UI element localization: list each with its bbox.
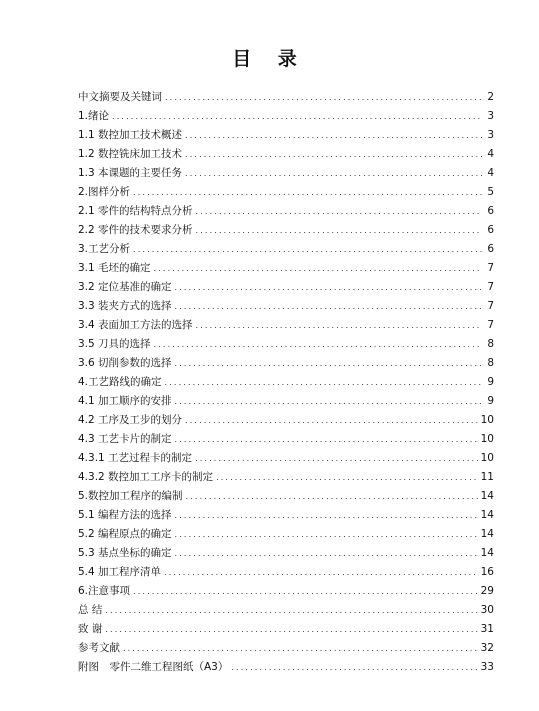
toc-entry[interactable] [78,107,494,126]
toc-entry-label: 3.6 切削参数的选择 [78,357,172,369]
toc-entry[interactable] [78,449,494,468]
toc-entry-label: 附图 零件二维工程图纸（A3） [78,661,229,673]
toc-entry[interactable] [78,145,494,164]
toc-entry-page-number: 30 [480,604,494,616]
toc-leader-dots [175,297,482,316]
toc-entry[interactable] [78,259,494,278]
toc-leader-dots [185,164,482,183]
toc-entry-label: 4.3.1 工艺过程卡的制定 [78,452,193,464]
toc-leader-dots [165,88,482,107]
toc-entry-label: 3.4 表面加工方法的选择 [78,319,193,331]
toc-leader-dots [105,601,478,620]
toc-leader-dots [165,373,482,392]
toc-entry[interactable] [78,658,494,677]
toc-entry[interactable] [78,335,494,354]
toc-entry-page-number: 9 [487,395,494,407]
toc-leader-dots [196,202,482,221]
toc-leader-dots [175,430,479,449]
toc-entry[interactable] [78,221,494,240]
toc-entry-label: 5.2 编程原点的确定 [78,528,172,540]
toc-entry[interactable] [78,601,494,620]
toc-entry-label: 1.1 数控加工技术概述 [78,129,183,141]
toc-entry[interactable] [78,297,494,316]
toc-entry[interactable] [78,487,494,506]
toc-entry[interactable] [78,525,494,544]
toc-entry-label: 4.3.2 数控加工工序卡的制定 [78,471,214,483]
toc-entry[interactable] [78,183,494,202]
page-title: 目 录 [232,48,307,70]
toc-entry[interactable] [78,620,494,639]
toc-entry-page-number: 10 [480,433,494,445]
toc-entry-label: 3.1 毛坯的确定 [78,262,151,274]
toc-leader-dots [216,468,479,487]
toc-leader-dots [154,335,482,354]
toc-entry-label: 1.3 本课题的主要任务 [78,167,183,179]
toc-entry-label: 2.图样分析 [78,186,131,198]
toc-entry-label: 5.4 加工程序清单 [78,566,162,578]
toc-leader-dots [175,525,479,544]
toc-leader-dots [185,411,479,430]
toc-entry[interactable] [78,468,494,487]
toc-entry[interactable] [78,582,494,601]
toc-entry-label: 参考文献 [78,642,120,654]
toc-entry-label: 3.3 装夹方式的选择 [78,300,172,312]
toc-entry-label: 5.3 基点坐标的确定 [78,547,172,559]
toc-entry-page-number: 8 [487,357,494,369]
toc-entry-page-number: 14 [480,490,494,502]
toc-leader-dots [195,449,479,468]
toc-entry[interactable] [78,544,494,563]
toc-entry-label: 3.2 定位基准的确定 [78,281,172,293]
toc-entry-page-number: 6 [487,224,494,236]
toc-entry-label: 中文摘要及关键词 [78,91,162,103]
toc-entry[interactable] [78,316,494,335]
toc-leader-dots [231,658,478,677]
toc-entry-page-number: 16 [480,566,494,578]
table-of-contents [78,88,494,677]
toc-leader-dots [185,145,482,164]
toc-entry[interactable] [78,411,494,430]
toc-entry[interactable] [78,563,494,582]
toc-entry-page-number: 11 [480,471,494,483]
toc-entry[interactable] [78,202,494,221]
toc-entry-page-number: 6 [487,243,494,255]
toc-entry-label: 2.1 零件的结构特点分析 [78,205,193,217]
toc-entry-page-number: 29 [480,585,494,597]
toc-entry-label: 1.绪论 [78,110,110,122]
toc-entry-label: 4.工艺路线的确定 [78,376,162,388]
toc-entry-page-number: 5 [487,186,494,198]
toc-leader-dots [175,506,479,525]
toc-entry-label: 5.数控加工程序的编制 [78,490,183,502]
toc-entry[interactable] [78,278,494,297]
toc-leader-dots [196,316,482,335]
toc-entry-page-number: 7 [487,262,494,274]
toc-leader-dots [175,354,482,373]
toc-entry-label: 1.2 数控铣床加工技术 [78,148,183,160]
toc-entry-label: 4.1 加工顺序的安排 [78,395,172,407]
toc-entry-page-number: 4 [487,167,494,179]
toc-entry-page-number: 7 [487,281,494,293]
toc-entry[interactable] [78,354,494,373]
toc-entry-page-number: 10 [480,414,494,426]
toc-entry[interactable] [78,164,494,183]
toc-leader-dots [133,240,482,259]
toc-leader-dots [112,107,482,126]
toc-entry-page-number: 3 [487,110,494,122]
toc-entry-label: 3.5 刀具的选择 [78,338,151,350]
toc-entry-page-number: 31 [480,623,494,635]
toc-leader-dots [185,126,482,145]
toc-leader-dots [105,620,478,639]
toc-entry-page-number: 10 [480,452,494,464]
toc-entry-page-number: 33 [480,661,494,673]
toc-entry-page-number: 7 [487,319,494,331]
toc-leader-dots [133,582,479,601]
toc-leader-dots [186,487,479,506]
toc-entry-page-number: 6 [487,205,494,217]
toc-entry[interactable] [78,506,494,525]
toc-entry-page-number: 3 [487,129,494,141]
toc-entry[interactable] [78,392,494,411]
toc-entry-page-number: 2 [487,91,494,103]
toc-entry-page-number: 32 [480,642,494,654]
toc-entry[interactable] [78,126,494,145]
toc-entry-page-number: 7 [487,300,494,312]
toc-entry-label: 4.3 工艺卡片的制定 [78,433,172,445]
toc-entry[interactable] [78,373,494,392]
toc-entry-page-number: 14 [480,509,494,521]
toc-entry-label: 4.2 工序及工步的划分 [78,414,183,426]
toc-entry-label: 6.注意事项 [78,585,131,597]
toc-entry[interactable] [78,430,494,449]
toc-leader-dots [133,183,482,202]
toc-entry-label: 3.工艺分析 [78,243,131,255]
toc-entry-label: 5.1 编程方法的选择 [78,509,172,521]
toc-entry[interactable] [78,639,494,658]
toc-leader-dots [123,639,479,658]
toc-leader-dots [175,392,482,411]
toc-entry-page-number: 4 [487,148,494,160]
toc-entry-page-number: 9 [487,376,494,388]
toc-entry[interactable] [78,88,494,107]
toc-leader-dots [196,221,482,240]
toc-entry-page-number: 8 [487,338,494,350]
toc-entry-page-number: 14 [480,547,494,559]
toc-leader-dots [175,278,482,297]
toc-leader-dots [154,259,482,278]
toc-entry-label: 致 谢 [78,623,103,635]
toc-entry-label: 总 结 [78,604,103,616]
toc-leader-dots [164,563,479,582]
toc-entry-label: 2.2 零件的技术要求分析 [78,224,193,236]
toc-entry[interactable] [78,240,494,259]
toc-entry-page-number: 14 [480,528,494,540]
toc-leader-dots [175,544,479,563]
